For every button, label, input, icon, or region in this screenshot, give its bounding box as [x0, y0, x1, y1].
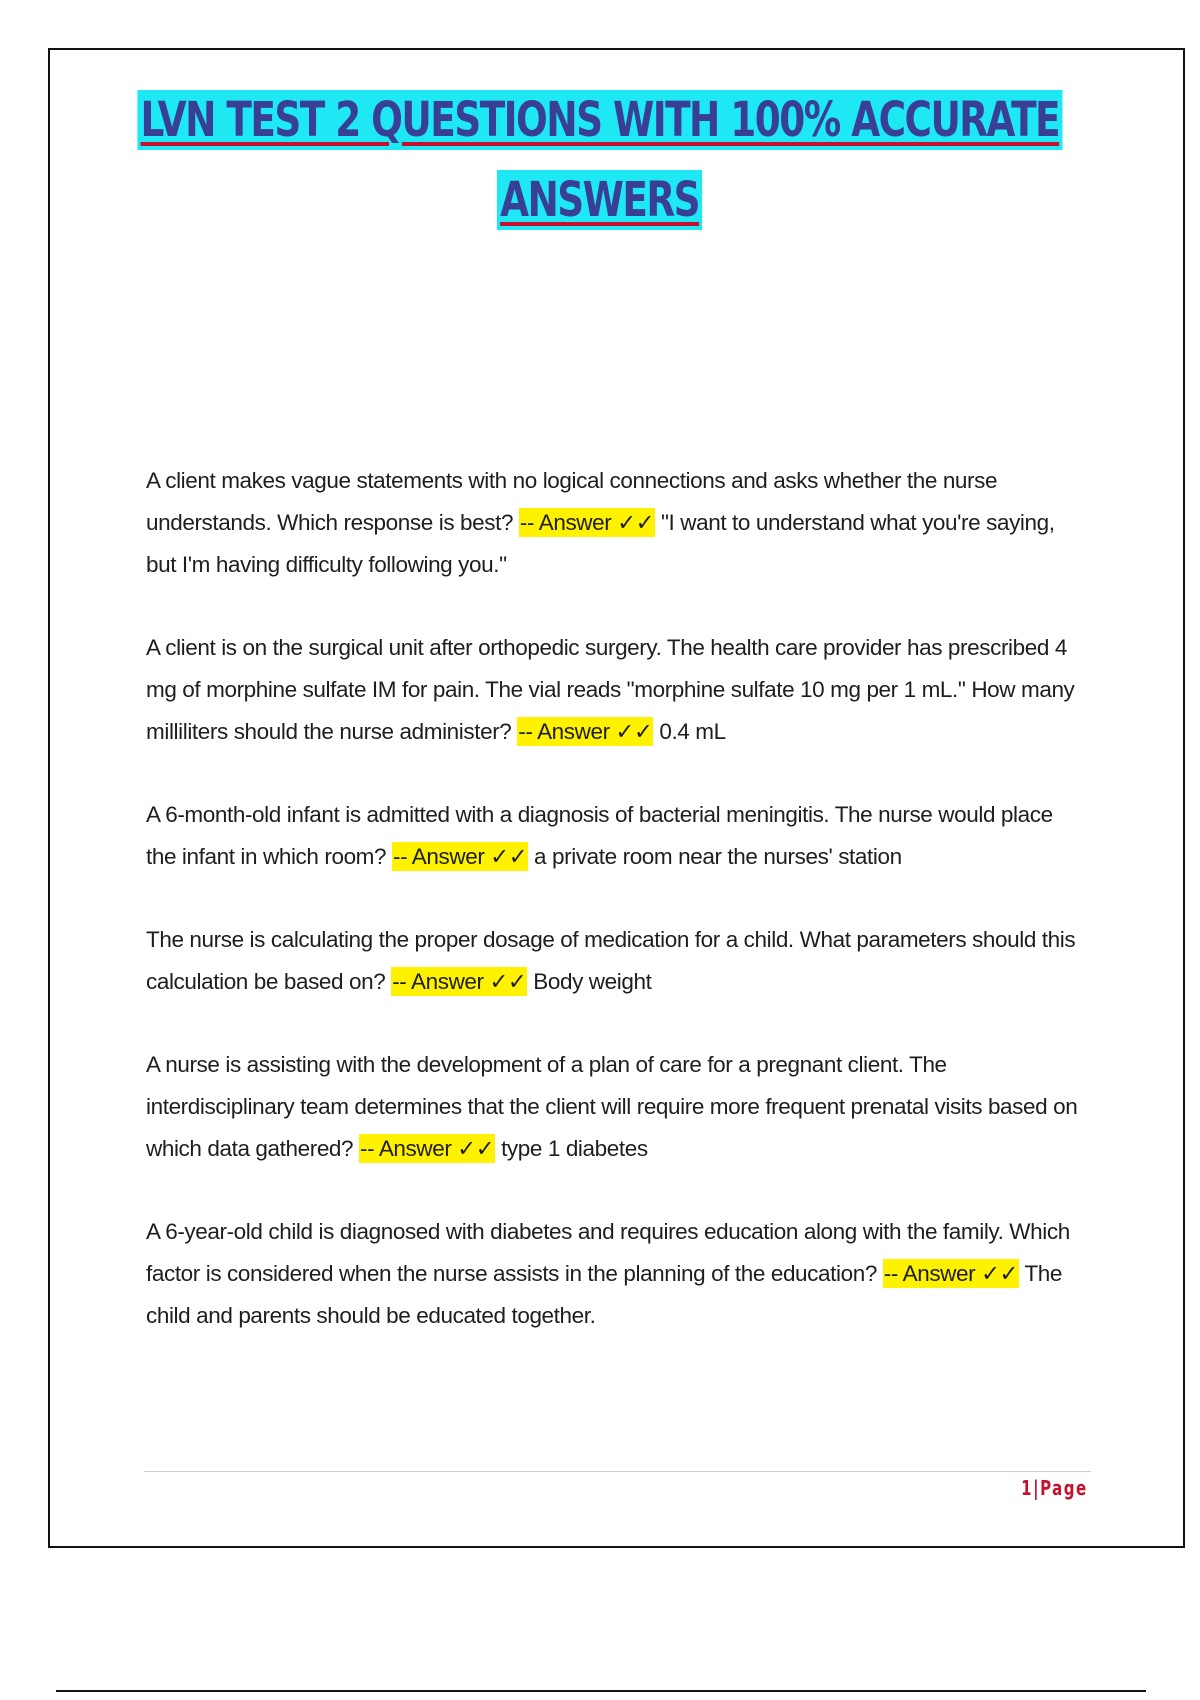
qa-item — [146, 919, 1086, 1003]
bottom-divider — [56, 1690, 1146, 1692]
answer-text: "I want to understand what you're saying, but I'm having difficulty following you." — [146, 510, 1055, 577]
qa-item — [146, 1044, 1086, 1170]
page-number: 1|Page — [1021, 1476, 1088, 1500]
document-title — [0, 90, 1200, 250]
answer-text: Body weight — [533, 969, 652, 994]
question-text: A client makes vague statements with no logical connections and asks whether the nurse understands. Which response is best? — [146, 468, 998, 535]
question-text: A nurse is assisting with the development of a plan of care for a pregnant client. The interdisciplinary team determines that the client will require more frequent prenatal visits based on which data gathered? — [146, 1052, 1078, 1161]
answer-marker: -- Answer ✓✓ — [393, 844, 528, 869]
answer-marker: -- Answer ✓✓ — [519, 510, 655, 535]
answer-marker: -- Answer ✓✓ — [883, 1261, 1018, 1286]
qa-item — [146, 794, 1086, 878]
answer-marker: -- Answer ✓✓ — [360, 1136, 495, 1161]
answer-text: a private room near the nurses' station — [534, 844, 902, 869]
question-text: A client is on the surgical unit after orthopedic surgery. The health care provider has prescribed 4 mg of morphine sulfate IM for pain. The vial reads "morphine sulfate 10 mg per 1 mL." How many milliliters should the nurse administer? — [146, 635, 1075, 744]
answer-text: 0.4 mL — [659, 719, 726, 744]
answer-text: type 1 diabetes — [501, 1136, 648, 1161]
qa-list — [146, 460, 1086, 1378]
question-text: The nurse is calculating the proper dosage of medication for a child. What parameters should this calculation be based on? — [146, 927, 1076, 994]
question-text: A 6-year-old child is diagnosed with diabetes and requires education along with the family. Which factor is considered when the nurse assists in the planning of the education? — [146, 1219, 1070, 1286]
answer-marker: -- Answer ✓✓ — [518, 719, 653, 744]
qa-item — [146, 460, 1086, 586]
footer-divider — [144, 1471, 1091, 1472]
qa-item — [146, 1211, 1086, 1337]
answer-text: The child and parents should be educated together. — [146, 1261, 1063, 1328]
title-line-2: ANSWERS — [497, 170, 702, 230]
qa-item — [146, 627, 1086, 753]
title-line-1: LVN TEST 2 QUESTIONS WITH 100% ACCURATE — [138, 90, 1063, 150]
answer-marker: -- Answer ✓✓ — [392, 969, 527, 994]
question-text: A 6-month-old infant is admitted with a diagnosis of bacterial meningitis. The nurse would place the infant in which room? — [146, 802, 1053, 869]
